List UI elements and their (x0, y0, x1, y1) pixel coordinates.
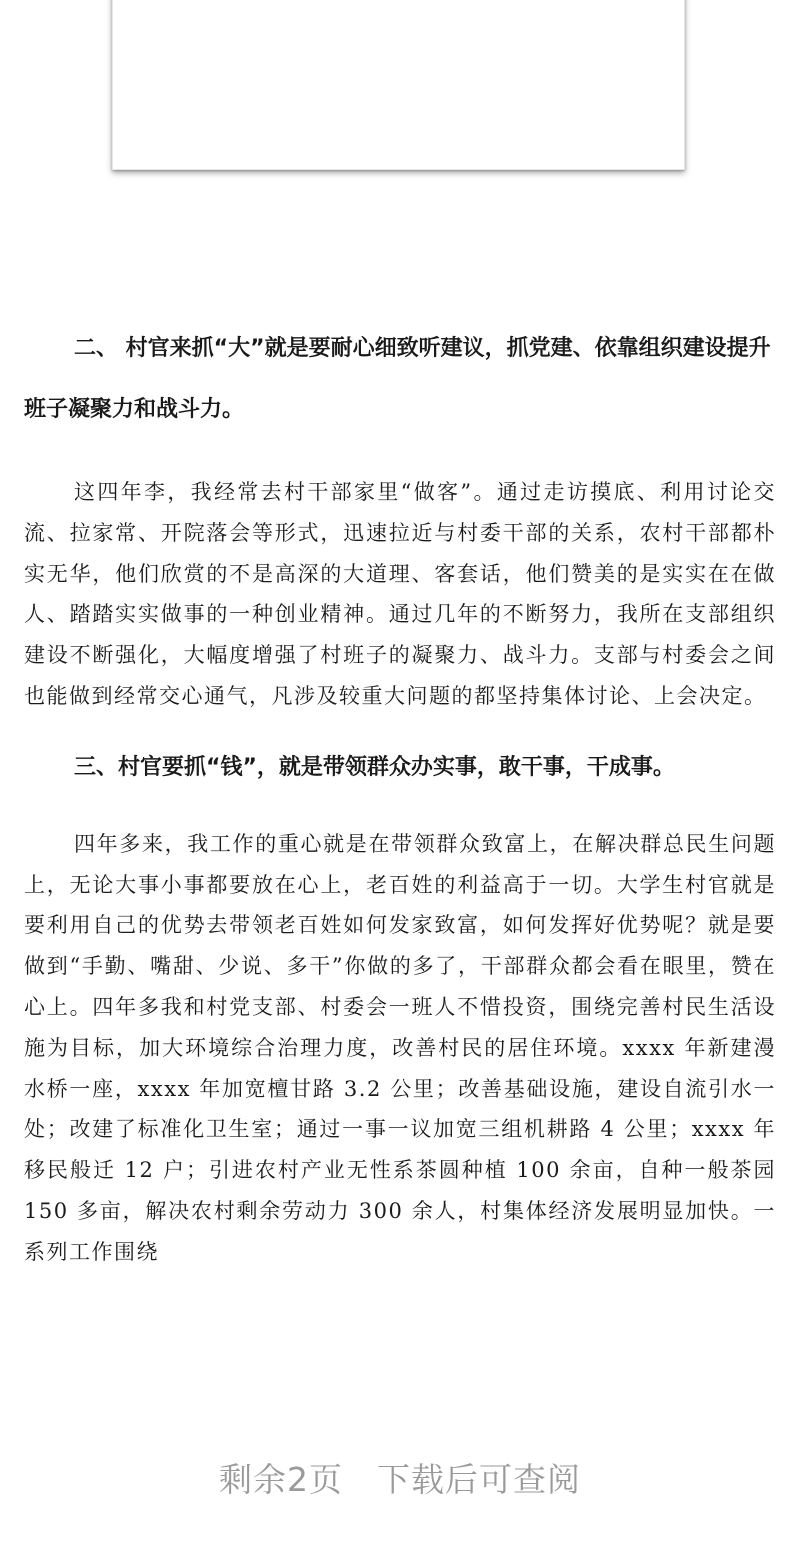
section-heading-3: 三、村官要抓“钱”，就是带领群众办实事，敢干事，干成事。 (74, 754, 675, 780)
section-paragraph-3: 四年多来，我工作的重心就是在带领群众致富上，在解决群总民生问题上，无论大事小事都要放在心上，老百姓的利益高于一切。大学生村官就是要利用自己的优势去带领老百姓如何发家致富，如何发挥好优势呢？就是要做到“手勤、嘴甜、少说、多干”你做的多了，干部群众都会看在眼里，赞在心上。四年多我和村党支部、村委会一班人不惜投资，围绕完善村民生活设施为目标，加大环境综合治理力度，改善村民的居住环境。xxxx 年新建漫水桥一座，xxxx 年加宽檀甘路 3.2 公里；改善基础设施，建设自流引水一处；改建了标准化卫生室；通过一事一议加宽三组机耕路 4 公里；xxxx 年移民般迁 12 户；引进农村产业无性系茶圆种植 100 余亩，自种一般茶园 150 多亩，解决农村剩余劳动力 300 余人，村集体经济发展明显加快。一系列工作围绕 (24, 831, 776, 1264)
remaining-pages-label[interactable]: 剩余2页 下载后可查阅 (219, 1460, 581, 1499)
content-fade-overlay (0, 1360, 800, 1440)
document-body (24, 318, 776, 1273)
read-more-footer[interactable] (0, 1440, 800, 1555)
previous-page-card (112, 0, 685, 170)
section-paragraph-2: 这四年李，我经常去村干部家里“做客”。通过走访摸底、利用讨论交流、拉家常、开院落会等形式，迅速拉近与村委干部的关系，农村干部都朴实无华，他们欣赏的不是高深的大道理、客套话，他们赞美的是实实在在做人、踏踏实实做事的一种创业精神。通过几年的不断努力，我所在支部组织建设不断强化，大幅度增强了村班子的凝聚力、战斗力。支部与村委会之间也能做到经常交心通气，凡涉及较重大问题的都坚持集体讨论、上会决定。 (24, 480, 776, 708)
section-heading-2: 二、 村官来抓“大”就是要耐心细致听建议，抓党建、依靠组织建设提升班子凝聚力和战斗力。 (24, 336, 771, 422)
